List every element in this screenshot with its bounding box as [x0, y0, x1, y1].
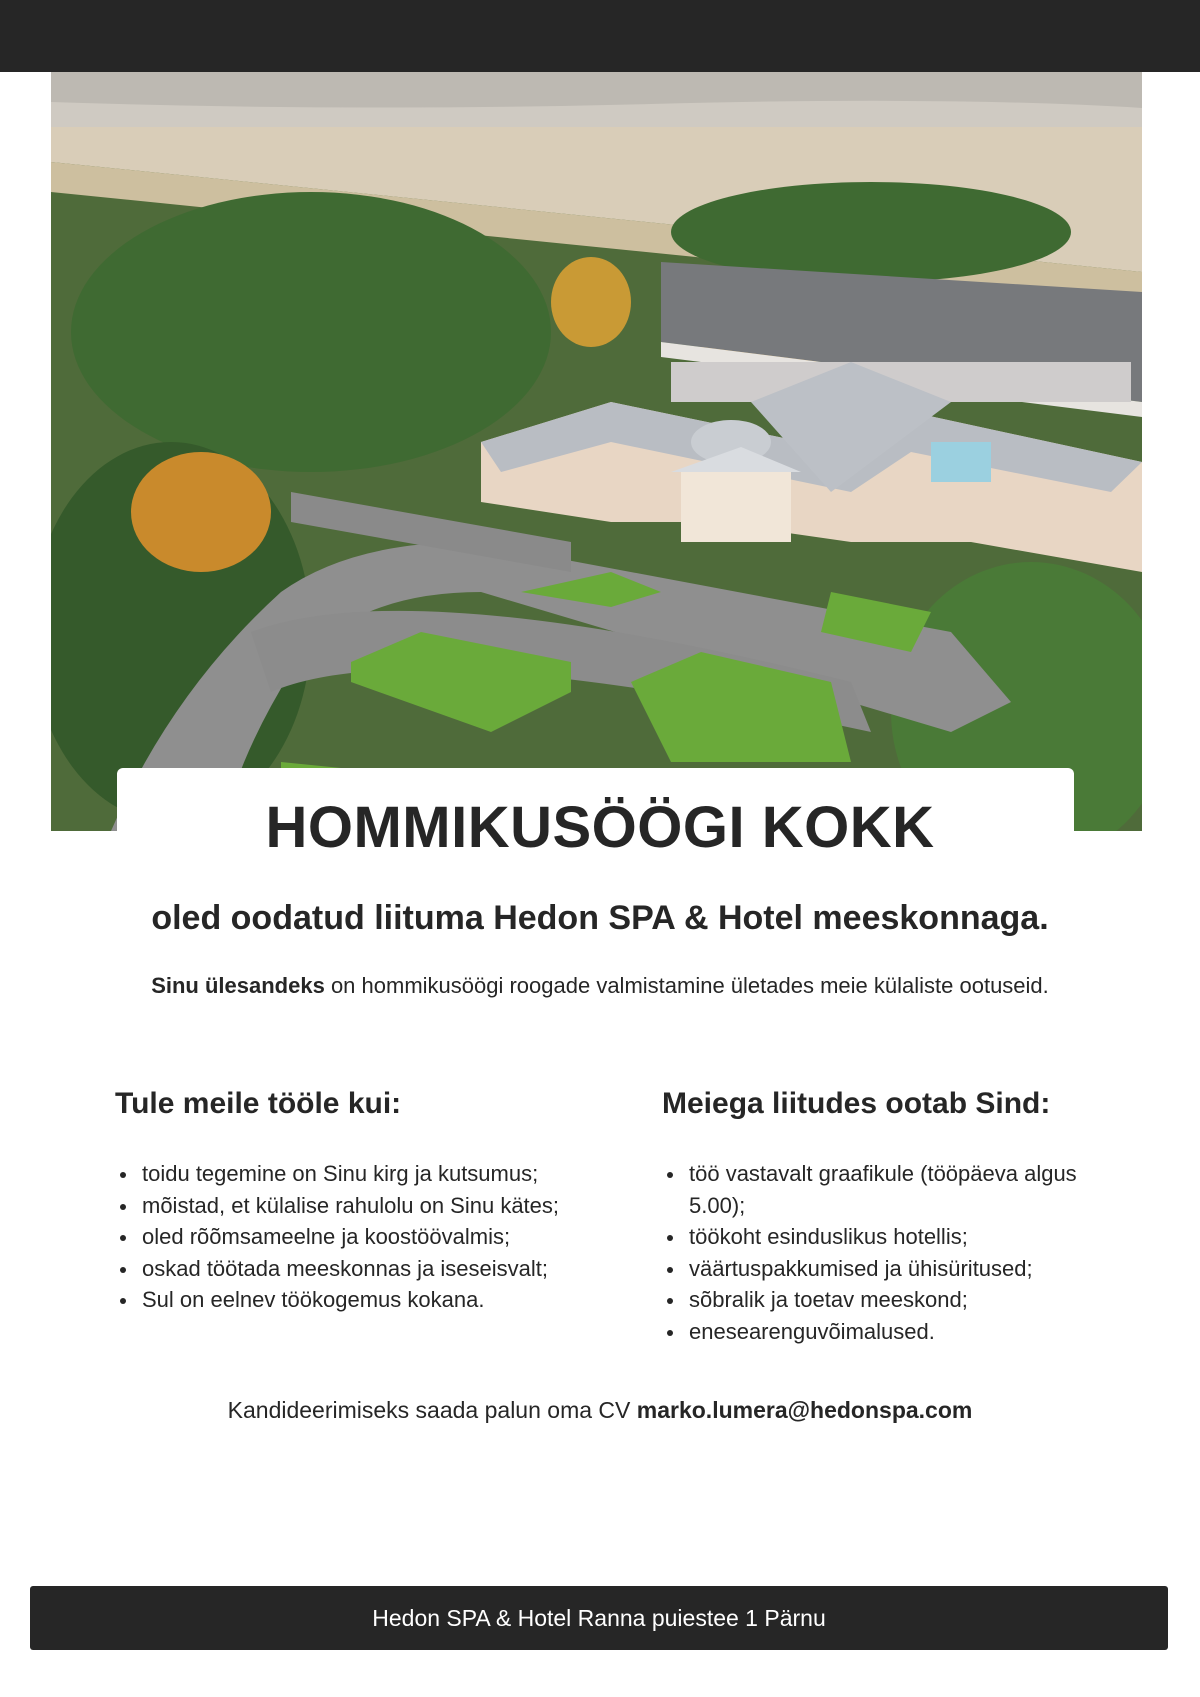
footer-address: Hedon SPA & Hotel Ranna puiestee 1 Pärnu	[372, 1604, 826, 1631]
list-item: sõbralik ja toetav meeskond;	[662, 1284, 1082, 1316]
list-item: toidu tegemine on Sinu kirg ja kutsumus;	[115, 1158, 635, 1190]
intro-rest: on hommikusöögi roogade valmistamine ületades meie külaliste ootuseid.	[324, 973, 1049, 998]
job-title: HOMMIKUSÖÖGI KOKK	[265, 795, 935, 860]
hotel-aerial-image	[51, 72, 1142, 831]
list-item: mõistad, et külalise rahulolu on Sinu kätes;	[115, 1190, 635, 1222]
hero-photo	[51, 72, 1142, 831]
list-item: töö vastavalt graafikule (tööpäeva algus 5.00);	[662, 1158, 1082, 1221]
intro-text	[0, 971, 1200, 1001]
requirements-heading: Tule meile tööle kui:	[115, 1087, 402, 1120]
benefits-heading: Meiega liitudes ootab Sind:	[662, 1087, 1051, 1120]
apply-label: Kandideerimiseks saada palun oma CV	[227, 1397, 637, 1423]
list-item: Sul on eelnev töökogemus kokana.	[115, 1284, 635, 1316]
footer-bar	[30, 1586, 1168, 1650]
list-item: töökoht esinduslikus hotellis;	[662, 1221, 1082, 1253]
requirements-list	[115, 1158, 635, 1316]
list-item: enesearenguvõimalused.	[662, 1316, 1082, 1348]
intro-bold: Sinu ülesandeks	[151, 973, 325, 998]
subtitle: oled oodatud liituma Hedon SPA & Hotel meeskonnaga.	[151, 899, 1049, 937]
requirements-column	[115, 1080, 635, 1312]
apply-text	[0, 1395, 1200, 1425]
benefits-list	[662, 1158, 1082, 1347]
top-bar	[0, 0, 1200, 72]
list-item: oled rõõmsameelne ja koostöövalmis;	[115, 1221, 635, 1253]
contact-email[interactable]: marko.lumera@hedonspa.com	[636, 1397, 973, 1423]
benefits-column	[662, 1080, 1142, 1344]
list-item: väärtuspakkumised ja ühisüritused;	[662, 1253, 1082, 1285]
list-item: oskad töötada meeskonnas ja iseseisvalt;	[115, 1253, 635, 1285]
